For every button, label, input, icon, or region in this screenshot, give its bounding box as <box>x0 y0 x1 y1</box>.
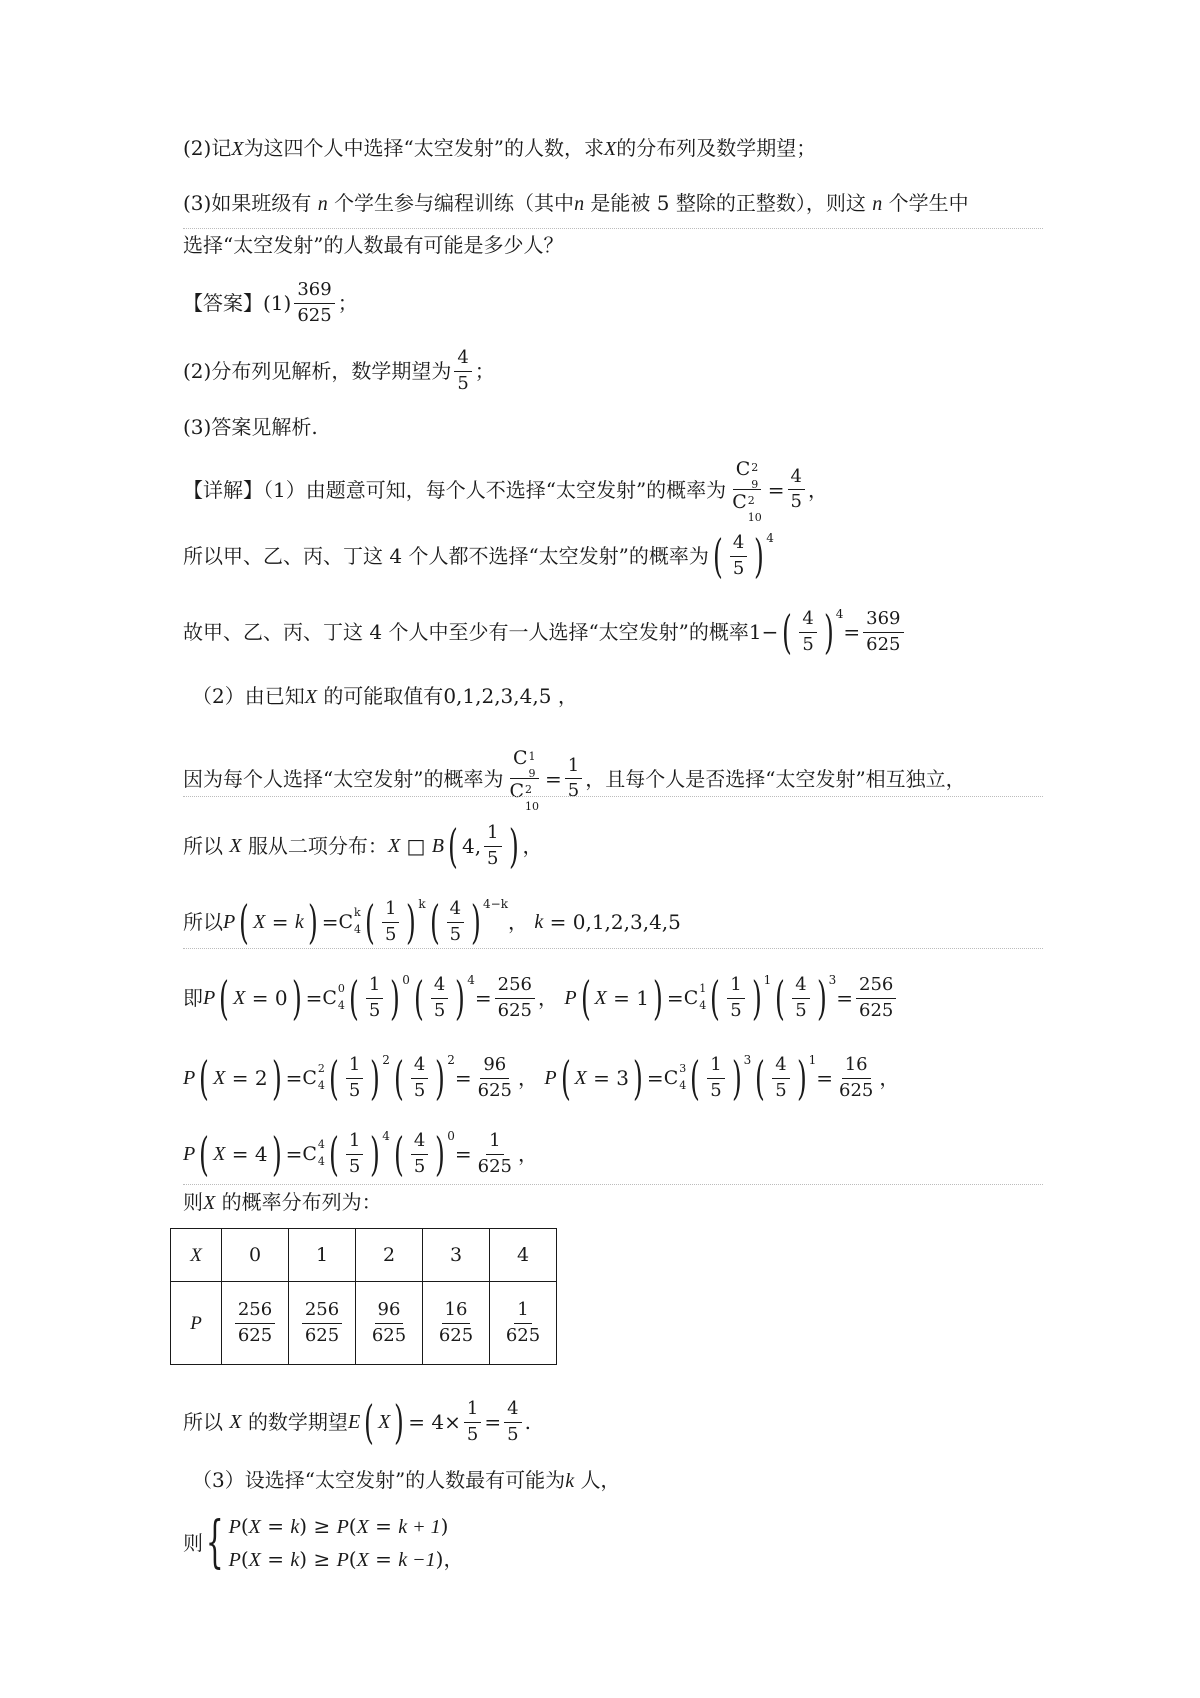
fraction-numerator: 4 <box>730 532 747 557</box>
comb-symbol: C <box>735 458 751 480</box>
text: ， <box>518 1142 538 1166</box>
var-p: P <box>183 1067 196 1089</box>
sup: 1 <box>699 982 707 995</box>
equals: = <box>545 766 562 791</box>
text: 即 <box>183 986 203 1010</box>
table-cell <box>289 1282 356 1365</box>
detail-p0-p1: 即 P ( X = 0 ) = C 0 4 ( $\frac{1}{5}$ ) 0 ( $\frac{4}{5}$ ) 4 = $\frac{256}{625}$ ， P ( X = 1 ) = C 1 4 ( $\frac{1}{5}$ ) 1 ( $\frac{4}{5}$ ) 3 = $\frac{256}{625}$ <box>183 974 899 1022</box>
var-x: X <box>248 1549 261 1571</box>
fraction-numerator: 96 <box>480 1054 509 1079</box>
sup: 2 <box>317 1062 325 1075</box>
var-p: P <box>336 1549 349 1571</box>
var-x: X <box>233 987 246 1009</box>
text: 则 <box>183 1531 203 1555</box>
num: 4 <box>461 834 475 858</box>
equals: = <box>843 620 861 644</box>
fraction-numerator: 4 <box>447 898 464 923</box>
equals: = <box>285 1066 303 1090</box>
fraction-denominator: 625 <box>859 999 894 1021</box>
text: 的概率分布列为： <box>221 1190 382 1214</box>
distribution-table <box>170 1228 557 1365</box>
fraction-denominator: 625 <box>839 1079 874 1101</box>
fraction-denominator: 5 <box>348 1079 361 1101</box>
equals: = <box>408 1410 426 1434</box>
var-k: k <box>290 1516 300 1538</box>
sub: 9 <box>751 478 759 491</box>
num: 0 <box>274 986 288 1010</box>
table-row-label <box>171 1282 222 1365</box>
equals: = <box>593 1066 610 1090</box>
table-cell <box>222 1282 289 1365</box>
fraction-numerator: 4 <box>772 1054 789 1079</box>
fraction-numerator: 1 <box>514 1299 531 1324</box>
var-x: X <box>604 138 617 160</box>
exponent: 2 <box>382 1053 390 1067</box>
equals: = <box>267 1547 285 1571</box>
var-k: k <box>565 1470 575 1492</box>
text: 的数学期望 <box>247 1410 348 1434</box>
exponent: 0 <box>447 1129 455 1143</box>
var-k-plus-1: k + 1 <box>398 1516 441 1538</box>
text: ， <box>538 986 558 1010</box>
var-e: E <box>347 1411 361 1433</box>
var-k-minus-1: k −1 <box>398 1549 436 1571</box>
equals: = <box>285 1142 303 1166</box>
fraction-numerator: 256 <box>856 974 896 999</box>
var-k: k <box>290 1549 300 1571</box>
var-x: X <box>231 138 244 160</box>
equals: = <box>375 1547 392 1571</box>
var-k: k <box>534 911 544 933</box>
fraction-denominator: 5 <box>457 372 469 394</box>
var-n: n <box>872 193 883 215</box>
equals: = <box>251 986 269 1010</box>
var-n: n <box>574 193 585 215</box>
equals: = <box>271 910 289 934</box>
var-x: X <box>213 1067 226 1089</box>
fraction-numerator: 1 <box>382 898 399 923</box>
table-cell <box>490 1282 557 1365</box>
values-list: 0,1,2,3,4,5 <box>443 684 552 708</box>
sup: 1 <box>528 750 536 763</box>
fraction-denominator: 5 <box>413 1155 426 1177</box>
divider <box>183 796 1043 797</box>
fraction-denominator: 5 <box>487 847 499 869</box>
table-cell <box>356 1282 423 1365</box>
text: ， <box>807 477 828 502</box>
equals: = <box>484 1410 502 1434</box>
text: 服从二项分布： <box>247 834 388 858</box>
text: 则 <box>183 1190 203 1214</box>
text: 所以 <box>183 910 223 934</box>
text: 的分布列及数学期望； <box>616 136 817 160</box>
text: (2)分布列见解析，数学期望为 <box>183 359 452 383</box>
var-p: P <box>544 1067 557 1089</box>
detail-binomial: 所以 X 服从二项分布： X □ B ( 4 , $\frac{1}{5}$ ) ， <box>183 819 543 873</box>
text: ， <box>879 1066 900 1090</box>
var-k: k <box>294 911 304 933</box>
fraction-numerator: 256 <box>302 1299 342 1324</box>
num: 1 <box>636 986 649 1010</box>
fraction-denominator: 625 <box>477 1079 512 1101</box>
fraction-numerator: 1 <box>366 974 383 999</box>
num: 3 <box>616 1066 629 1090</box>
fraction-denominator: 5 <box>802 633 814 655</box>
sub: 9 <box>528 767 536 780</box>
sub: 4 <box>679 1079 687 1092</box>
minus: − <box>761 620 779 644</box>
text: 的可能取值有 <box>323 684 444 708</box>
detail-each <box>183 747 966 813</box>
fraction-numerator: 256 <box>495 974 535 999</box>
comb-symbol: C <box>322 986 337 1009</box>
var-p: P <box>183 1143 196 1165</box>
fraction-denominator: 625 <box>505 1324 541 1346</box>
fraction-numerator: 4 <box>411 1054 428 1079</box>
detail-1 <box>183 458 828 524</box>
fraction-denominator: 5 <box>449 923 462 945</box>
sub: 4 <box>317 1155 325 1168</box>
var-x: X <box>229 1411 242 1433</box>
exponent: 4 <box>467 973 475 987</box>
var-b: B <box>431 835 444 857</box>
text: 个学生参与编程训练（其中 <box>334 191 575 215</box>
var-x: X <box>356 1516 369 1538</box>
var-x: X <box>229 835 242 857</box>
comb-symbol: C <box>663 1066 679 1089</box>
sub: 4 <box>354 923 362 936</box>
values-list: 0,1,2,3,4,5 <box>572 910 681 934</box>
comb-symbol: C <box>338 910 354 933</box>
var-x: X <box>253 911 266 933</box>
exponent: 2 <box>447 1053 455 1067</box>
fraction-denominator: 5 <box>348 1155 361 1177</box>
fraction-numerator: 4 <box>788 466 805 491</box>
text: 为这四个人中选择“太空发射”的人数，求 <box>243 136 605 160</box>
detail-all-not: 所以甲、乙、丙、丁这 4 个人都不选择“太空发射”的概率为 ( $\frac{4}{5}$ ) 4 <box>183 529 774 583</box>
inequality-2: P(X = k) ≥ P(X = k −1)， <box>228 1547 464 1571</box>
fraction-denominator: 5 <box>368 999 381 1021</box>
detail-2 <box>192 686 578 707</box>
var-p: P <box>228 1516 241 1538</box>
table-header-cell <box>171 1229 222 1282</box>
exponent: 3 <box>743 1053 752 1067</box>
var-x: X <box>248 1516 261 1538</box>
exponent: 0 <box>402 973 410 987</box>
fraction-numerator: 16 <box>442 1299 471 1324</box>
table-header-cell: 3 <box>423 1229 490 1282</box>
fraction-denominator: 5 <box>567 780 580 801</box>
table-row <box>171 1282 557 1365</box>
fraction-numerator: 1 <box>486 1130 503 1155</box>
answer-1 <box>183 279 358 327</box>
text: （2）由已知 <box>192 684 305 708</box>
fraction-numerator: 4 <box>431 974 448 999</box>
times: × <box>444 1410 461 1434</box>
var-x: X <box>304 686 317 708</box>
equals: = <box>836 986 853 1010</box>
fraction-numerator: 1 <box>346 1054 363 1079</box>
var-x: X <box>356 1549 369 1571</box>
equals: = <box>666 986 684 1010</box>
text: 【详解】（1）由题意可知，每个人不选择“太空发射”的概率为 <box>183 477 727 502</box>
fraction-denominator: 5 <box>466 1423 479 1445</box>
inequality-1: P(X = k) ≥ P(X = k + 1) <box>228 1514 449 1538</box>
table-header-cell: 4 <box>490 1229 557 1282</box>
sup: k <box>354 906 361 919</box>
equals: = <box>375 1514 392 1538</box>
sup: 2 <box>751 461 759 474</box>
var-x: X <box>213 1143 226 1165</box>
fraction-denominator: 5 <box>790 491 802 512</box>
var-p: P <box>228 1549 241 1571</box>
fraction-denominator: 5 <box>433 999 446 1021</box>
sub: 10 <box>525 800 539 813</box>
fraction-denominator: 5 <box>730 999 742 1021</box>
fraction-denominator: 625 <box>497 999 532 1021</box>
var-p: P <box>336 1516 349 1538</box>
fraction-denominator: 625 <box>297 304 332 326</box>
fraction-numerator: 1 <box>565 755 582 780</box>
num: 1 <box>748 620 762 644</box>
var-n: n <box>317 193 328 215</box>
fraction-numerator: 1 <box>464 1398 481 1423</box>
comb-symbol: C <box>302 1066 317 1089</box>
text: ， <box>518 1066 538 1090</box>
comb-symbol: C <box>509 780 524 802</box>
fraction-denominator: 5 <box>732 557 745 579</box>
var-x: X <box>378 1411 391 1433</box>
text: 所以 <box>183 834 223 858</box>
exponent: 4 <box>766 531 774 545</box>
num: 4 <box>431 1410 445 1434</box>
text: 所以 <box>183 1410 223 1434</box>
fraction-numerator: 4 <box>799 608 816 633</box>
sup: 0 <box>337 982 345 995</box>
question-2 <box>183 138 816 159</box>
text: 因为每个人选择“太空发射”的概率为 <box>183 766 504 791</box>
fraction-denominator: 5 <box>795 999 807 1021</box>
exponent: 3 <box>828 973 837 987</box>
sub: 10 <box>747 511 762 524</box>
fraction-numerator: 16 <box>842 1054 871 1079</box>
text: 人， <box>580 1468 621 1492</box>
ge: ≥ <box>313 1547 331 1571</box>
exponent: 4−k <box>483 897 508 911</box>
exponent: 4 <box>835 607 844 621</box>
sup: 4 <box>317 1138 325 1151</box>
fraction-denominator: 5 <box>507 1423 519 1445</box>
detail-dist-title <box>183 1192 382 1213</box>
fraction-numerator: 4 <box>454 347 471 372</box>
fraction-numerator: 96 <box>375 1299 404 1324</box>
fraction-denominator: 625 <box>438 1324 474 1346</box>
fraction-numerator: 1 <box>707 1054 724 1079</box>
table-cell <box>423 1282 490 1365</box>
equals: = <box>454 1142 472 1166</box>
equals: = <box>816 1066 833 1090</box>
detail-system <box>183 1510 463 1576</box>
exponent: 1 <box>763 973 772 987</box>
text: ， <box>522 834 543 858</box>
equals: = <box>231 1142 249 1166</box>
text: ， <box>443 1547 464 1571</box>
header-label: X <box>190 1244 202 1266</box>
var-x: X <box>387 835 401 857</box>
fraction-denominator: 5 <box>384 923 397 945</box>
fraction-numerator: 369 <box>863 608 903 633</box>
text: ， <box>557 684 578 708</box>
answer-3: (3)答案见解析. <box>183 415 318 439</box>
sup: 2 <box>525 783 532 796</box>
var-x: X <box>203 1192 216 1214</box>
sim-symbol: □ <box>406 834 426 858</box>
fraction-numerator: 256 <box>235 1299 275 1324</box>
fraction-denominator: 5 <box>775 1079 787 1101</box>
num: 2 <box>254 1066 268 1090</box>
comb-symbol: C <box>512 747 528 769</box>
table-header-cell: 1 <box>289 1229 356 1282</box>
fraction-denominator: 625 <box>866 633 901 655</box>
question-3-line1 <box>183 193 969 214</box>
text: 故甲、乙、丙、丁这 4 个人中至少有一人选择“太空发射”的概率 <box>183 620 749 644</box>
detail-3 <box>192 1470 620 1491</box>
text: (3)如果班级有 <box>183 191 312 215</box>
var-x: X <box>574 1067 587 1089</box>
text: (2)记 <box>183 136 232 160</box>
answer-label: 【答案】(1) <box>183 291 292 315</box>
fraction-numerator: 4 <box>411 1130 428 1155</box>
equals: = <box>474 986 492 1010</box>
fraction-numerator: 4 <box>792 974 809 999</box>
sup: 3 <box>679 1062 687 1075</box>
text: ，且每个人是否选择“太空发射”相互独立， <box>585 766 966 791</box>
detail-p4: P ( X = 4 ) = C 4 4 ( $\frac{1}{5}$ ) 4 ( $\frac{4}{5}$ ) 0 = $\frac{1}{625}$ ， <box>183 1127 538 1181</box>
text: ； <box>474 359 495 383</box>
fraction-denominator: 5 <box>710 1079 722 1101</box>
ge: ≥ <box>313 1514 331 1538</box>
equals: = <box>549 910 567 934</box>
answer-2 <box>183 347 495 395</box>
text: ； <box>337 291 358 315</box>
equals: = <box>454 1066 472 1090</box>
fraction-denominator: 625 <box>237 1324 273 1346</box>
text: 个学生中 <box>888 191 969 215</box>
fraction-numerator: 4 <box>504 1398 521 1423</box>
divider <box>183 1184 1043 1185</box>
comb-symbol: C <box>732 491 747 513</box>
text: 所以甲、乙、丙、丁这 4 个人都不选择“太空发射”的概率为 <box>183 544 709 568</box>
equals: = <box>767 477 785 502</box>
var-x: X <box>594 987 607 1009</box>
divider <box>183 228 1043 229</box>
fraction-denominator: 625 <box>304 1324 340 1346</box>
equals: = <box>231 1066 249 1090</box>
sub: 4 <box>337 999 345 1012</box>
detail-pmf: 所以 P ( X = k ) = C k 4 ( $\frac{1}{5}$ ) k ( $\frac{4}{5}$ ) 4−k ， k = 0,1,2,3,4,5 <box>183 895 681 949</box>
var-p: P <box>203 987 216 1009</box>
exponent: 4 <box>382 1129 390 1143</box>
fraction-denominator: 5 <box>413 1079 426 1101</box>
comb-symbol: C <box>302 1142 317 1165</box>
table-header-cell: 2 <box>356 1229 423 1282</box>
period: . <box>524 1410 531 1434</box>
equals: = <box>305 986 323 1010</box>
table-header-cell: 0 <box>222 1229 289 1282</box>
divider <box>183 948 1043 949</box>
detail-at-least: 故甲、乙、丙、丁这 4 个人中至少有一人选择“太空发射”的概率 1 − ( $\frac{4}{5}$ ) 4 = $\frac{369}{625}$ <box>183 608 907 656</box>
equals: = <box>321 910 339 934</box>
text: （3）设选择“太空发射”的人数最有可能为 <box>192 1468 566 1492</box>
detail-p2-p3: P ( X = 2 ) = C 2 4 ( $\frac{1}{5}$ ) 2 ( $\frac{4}{5}$ ) 2 = $\frac{96}{625}$ ， P ( X = 3 ) = C 3 4 ( $\frac{1}{5}$ ) 3 ( $\frac{4}{5}$ ) 1 = $\frac{16}{625}$ ， <box>183 1051 900 1105</box>
equals: = <box>267 1514 285 1538</box>
fraction-numerator: 1 <box>346 1130 363 1155</box>
equals: = <box>613 986 630 1010</box>
fraction-numerator: 369 <box>294 279 334 304</box>
detail-expectation: 所以 X 的数学期望 E ( X ) = 4 × $\frac{1}{5}$ = $\frac{4}{5}$ . <box>183 1395 531 1449</box>
row-label: P <box>190 1312 202 1334</box>
fraction-denominator: 625 <box>477 1155 512 1177</box>
var-p: P <box>223 911 236 933</box>
sup: 2 <box>747 494 755 507</box>
text: 是能被 5 整除的正整数），则这 <box>590 191 866 215</box>
sub: 4 <box>699 999 707 1012</box>
comb-symbol: C <box>683 986 699 1009</box>
equals: = <box>646 1066 664 1090</box>
exponent: k <box>418 897 426 911</box>
fraction-denominator: 625 <box>371 1324 407 1346</box>
brace: { <box>205 1510 224 1575</box>
text: ， <box>508 910 528 934</box>
table-header-row <box>171 1229 557 1282</box>
fraction-numerator: 1 <box>484 822 501 847</box>
exponent: 1 <box>808 1053 817 1067</box>
num: 4 <box>254 1142 268 1166</box>
sub: 4 <box>317 1079 325 1092</box>
fraction-numerator: 1 <box>727 974 744 999</box>
question-3-line2: 选择“太空发射”的人数最有可能是多少人？ <box>183 233 564 257</box>
var-p: P <box>564 987 577 1009</box>
